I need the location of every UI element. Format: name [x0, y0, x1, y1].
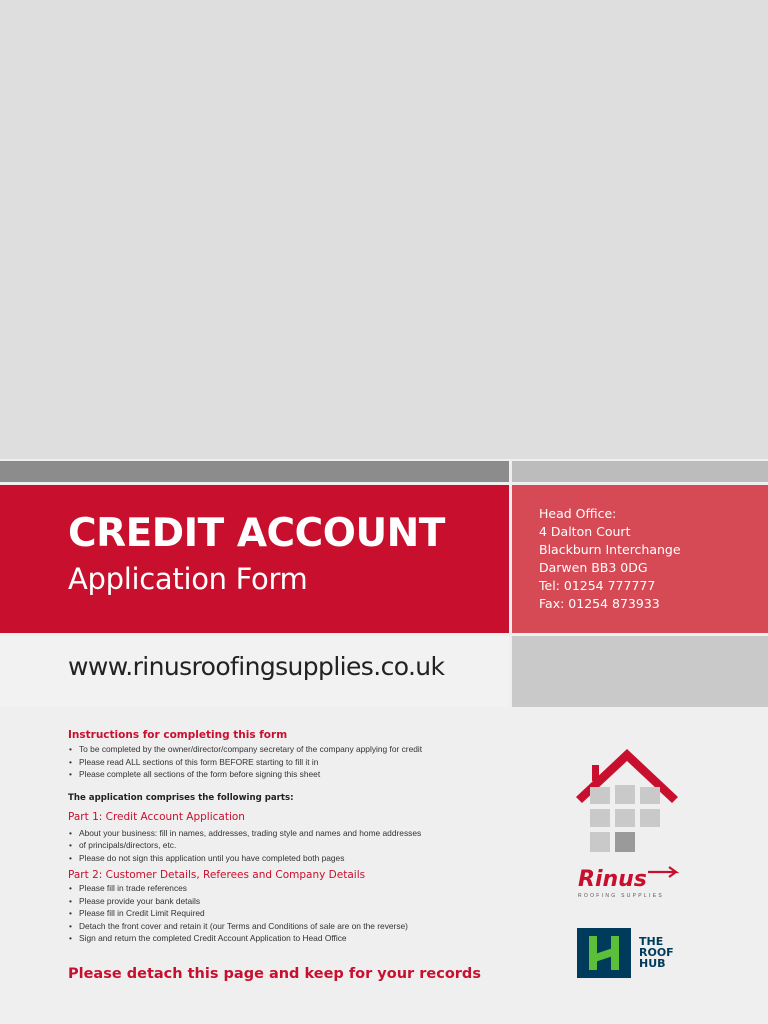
- arrow-icon: [648, 867, 676, 877]
- address-line: 4 Dalton Court: [539, 524, 631, 539]
- fax: Fax: 01254 873933: [539, 596, 660, 611]
- rinus-brand-logo: [576, 862, 680, 902]
- part1-heading: Part 1: Credit Account Application: [68, 810, 245, 823]
- rinus-house-logo-icon: [574, 747, 680, 857]
- hub-line: THE: [639, 935, 664, 948]
- list-item: • Please provide your bank details: [79, 895, 508, 908]
- head-office-address: [539, 505, 681, 613]
- list-item: • About your business: fill in names, addresses, trading style and names and home addresses: [79, 827, 508, 840]
- brand-tagline: ROOFING SUPPLIES: [578, 893, 664, 899]
- list-item: • Please fill in trade references: [79, 882, 508, 895]
- roof-hub-logo-icon: [577, 928, 631, 978]
- address-line: Blackburn Interchange: [539, 542, 681, 557]
- list-item: • Please complete all sections of the form before signing this sheet: [79, 768, 508, 781]
- top-gray-panel: [0, 0, 768, 459]
- title-panel: [0, 485, 509, 633]
- telephone: Tel: 01254 777777: [539, 578, 656, 593]
- page-subtitle: Application Form: [68, 562, 308, 596]
- dark-gray-strip: [0, 461, 509, 482]
- list-item: • Please read ALL sections of this form BEFORE starting to fill it in: [79, 756, 508, 769]
- list-item: • To be completed by the owner/director/company secretary of the company applying for credit: [79, 743, 508, 756]
- instructions-heading: Instructions for completing this form: [68, 729, 288, 741]
- instructions-list: [68, 743, 508, 781]
- detach-notice: Please detach this page and keep for your records: [68, 966, 481, 982]
- brand-name: Rinus: [578, 867, 647, 892]
- address-line: Darwen BB3 0DG: [539, 560, 648, 575]
- parts-intro: The application comprises the following parts:: [68, 792, 294, 803]
- light-gray-strip: [512, 461, 768, 482]
- list-item: • Detach the front cover and retain it (our Terms and Conditions of sale are on the reverse): [79, 920, 508, 933]
- head-office-label: Head Office:: [539, 506, 617, 521]
- hub-line: HUB: [639, 957, 666, 970]
- website-url[interactable]: www.rinusroofingsupplies.co.uk: [68, 652, 445, 681]
- instructions-section: [68, 729, 508, 945]
- roof-hub-wordmark: [639, 936, 674, 969]
- website-side-panel: [512, 636, 768, 707]
- hub-line: ROOF: [639, 946, 674, 959]
- list-item: • Sign and return the completed Credit Account Application to Head Office: [79, 932, 508, 945]
- list-item: • Please fill in Credit Limit Required: [79, 907, 508, 920]
- part1-list: [68, 827, 508, 865]
- list-item: • Please do not sign this application until you have completed both pages: [79, 852, 508, 865]
- list-item-continued: • of principals/directors, etc.: [79, 839, 508, 852]
- page-title: CREDIT ACCOUNT: [68, 511, 445, 556]
- part2-heading: Part 2: Customer Details, Referees and Company Details: [68, 869, 366, 881]
- part2-list: [68, 882, 508, 945]
